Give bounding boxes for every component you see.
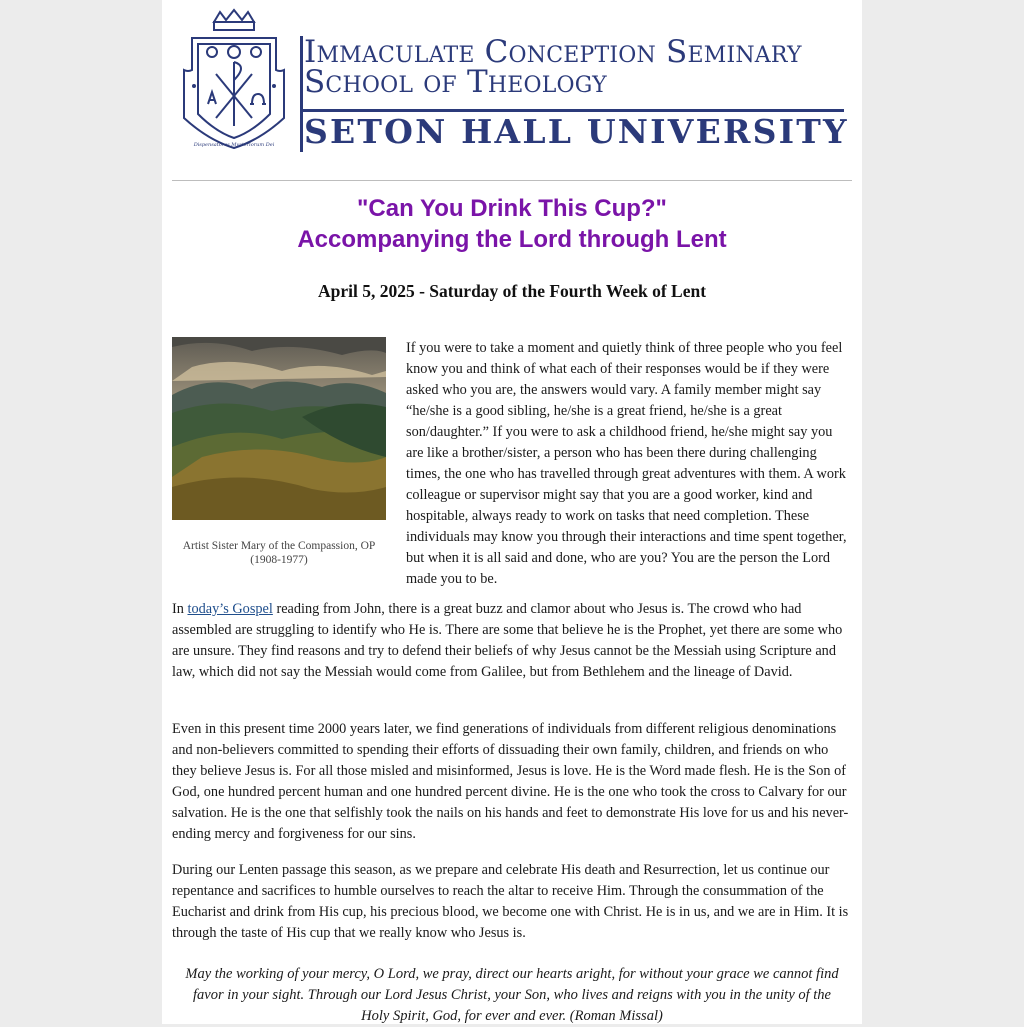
landscape-painting-image (172, 337, 386, 520)
wordmark-vertical-bar (300, 36, 303, 152)
masthead (180, 8, 849, 152)
headline-line2: Accompanying the Lord through Lent (297, 226, 727, 253)
reflection-paragraph-3: Even in this present time 2000 years later, we find generations of individuals from different religious denominations and non-believers committed to spending their efforts of dissuading their own family, children, and friends on who they believe Jesus is. For all those misled and misinformed, Jesus is love. He is the Word made flesh. He is the Son of God, one hundred percent human and one hundred percent divine. He is the one who took the cross to Calvary for our salvation. He is the one that selfishly took the nails on his hands and feet to demonstrate His love for us and his never-ending mercy and forgiveness for our sins. (172, 721, 849, 842)
paragraph-2-body: reading from John, there is a great buzz and clamor about who Jesus is. The crowd who had assembled are struggling to identify who He is. There are some that believe he is the Prophet, yet there are some who are unsure. They find reasons and try to defend their beliefs of why Jesus cannot be the Messiah using Scripture and law, which did not say the Messiah would come from Galilee, but from Bethlehem and the lineage of David. (172, 601, 843, 680)
institution-name-line1: Immaculate Conception Seminary (304, 34, 802, 70)
institution-wordmark (300, 30, 849, 151)
dateline: April 5, 2025 - Saturday of the Fourth Week of Lent (317, 281, 707, 301)
artwork-caption (172, 539, 386, 567)
reflection-paragraph-4: During our Lenten passage this season, as we prepare and celebrate His death and Resurrection, let us continue our repentance and sacrifices to humble ourselves to reach the altar to receive Him. Through the consummation of the Eucharist and drink from His cup, his precious blood, we become one with Christ. He is in us, and we are in Him. It is through the taste of His cup that we really know who Jesus is. (172, 862, 849, 941)
header-divider (172, 180, 852, 181)
seal-motto-text: Dispensatores Mysteriorum Dei (193, 142, 275, 148)
closing-prayer: May the working of your mercy, O Lord, we pray, direct our hearts aright, for without your grace we cannot find favor in your sight. Through our Lord Jesus Christ, your Son, who lives and reigns with you in the unity of the Holy Spirit, God, for ever and ever. (Roman Missal) (185, 966, 839, 1024)
institution-name-line2: School of Theology (304, 64, 607, 100)
seminary-seal-logo (180, 8, 288, 150)
todays-gospel-link[interactable]: today’s Gospel (187, 601, 273, 617)
university-name: SETON HALL UNIVERSITY (304, 112, 849, 151)
paragraph-2-lead-in: In (172, 601, 188, 617)
artwork-caption-dates: (1908-1977) (250, 554, 308, 566)
reflection-paragraph-1: If you were to take a moment and quietly think of three people who you feel know you and think of what each of their responses would be if they were asked who you are, the answers would vary. A family member might say “he/she is a good sibling, he/she is a great friend, he/she is a great son/daughter.” If you were to ask a childhood friend, he/she might say you are like a brother/sister, a person who has been there during challenging times, the one who has travelled through great adventures with them. A work colleague or supervisor might say that you are a good worker, kind and hospitable, always ready to work on tasks that need completion. These individuals may know you through their interactions and time spent together, but when it is all said and done, who are you? You are the person the Lord made you to be. (406, 340, 847, 587)
newsletter-headline (162, 193, 862, 255)
headline-line1: "Can You Drink This Cup?" (357, 195, 667, 222)
newsletter-sheet (162, 0, 862, 1024)
artwork-caption-artist: Artist Sister Mary of the Compassion, OP (182, 540, 376, 552)
reflection-paragraph-2 (172, 599, 852, 683)
